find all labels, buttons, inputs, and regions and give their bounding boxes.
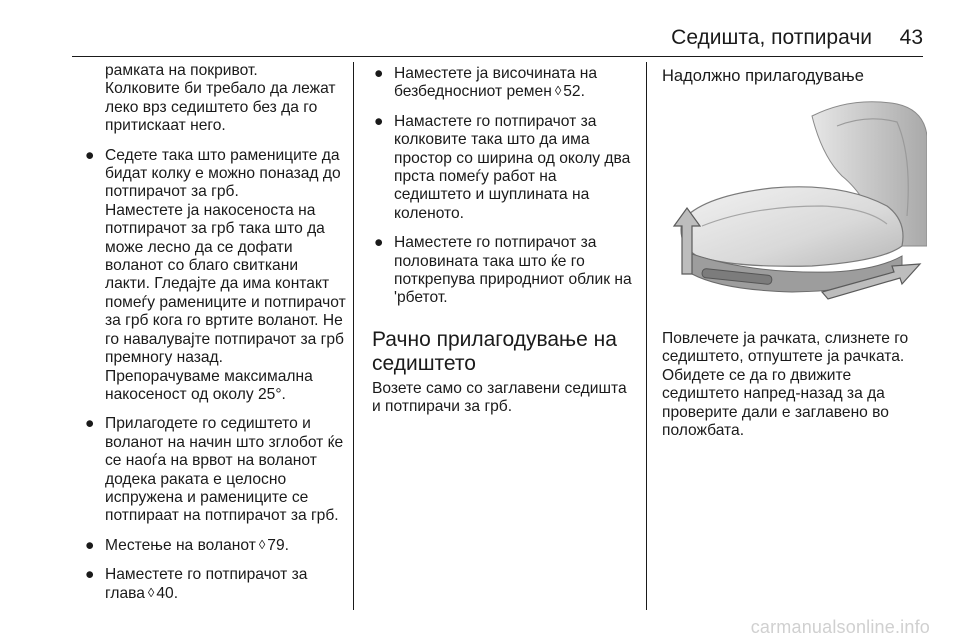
bullet-list [372,65,634,308]
list-item-text: Наместете ја накосеноста на потпирачот за грб така што да може лесно да се дофати воланот со благо свиткани лакти. Гледајте да има контакт помеѓу рамениците и потпирачот за грб кога го вртите воланот. Не го навалувајте потпирачот за грб премногу назад. [105,201,346,367]
header-rule [72,56,923,57]
list-item [372,65,634,102]
column-2 [372,62,634,417]
column-divider [646,62,647,610]
bullet-icon: ● [85,536,95,554]
page-title: Седишта, потпирачи [671,26,872,49]
bullet-icon: ● [374,234,384,252]
page-reference[interactable]: 52. [563,83,585,101]
body-paragraph: Повлечете ја рачката, слизнете го седиштето, отпуштете ја рачката. Обидете се да го движите седиштето напред-назад за да проверите дали е заглавено во положбата. [662,330,909,440]
list-item-text: Препорачуваме максимална накосеност од околу 25°. [105,367,313,403]
list-item [372,113,634,223]
seat-adjustment-illustration [662,96,927,309]
list-item-text: Местење на воланот [105,536,256,554]
subsection-heading: Надолжно прилагодување [662,67,864,85]
bullet-icon: ● [85,566,95,584]
list-item-text: Наместете го потпирачот за глава [105,566,308,602]
list-item [83,566,347,603]
page-reference-icon: ◊ [258,536,266,552]
list-item-text: Прилагодете го седиштето и воланот на начин што зглобот ќе се наоѓа на врвот на воланот додека раката е целосно испружена и рамениците се потпираат на потпирачот за грб. [105,415,344,525]
section-heading: Рачно прилагодување на седиштето [372,327,617,375]
list-item [372,234,634,308]
bullet-icon: ● [374,65,384,82]
bullet-icon: ● [85,415,95,433]
page-reference-icon: ◊ [554,83,562,99]
column-1 [83,62,347,603]
page-header [0,0,960,62]
body-paragraph: Возете само со заглавени седишта и потпирачи за грб. [372,379,627,416]
column-3 [662,62,927,440]
watermark: carmanualsonline.info [750,617,930,637]
bullet-icon: ● [374,112,384,130]
continued-text: Колковите би требало да лежат леко врз седиштето без да го притискаат него. [105,80,336,135]
list-item [83,415,347,525]
list-item-text: Наместете ја височината на безбедносниот ремен [394,65,598,101]
bullet-icon: ● [85,146,95,164]
column-divider [353,62,354,610]
list-item [83,537,347,555]
page-reference-icon: ◊ [147,584,155,600]
list-item-text: Седете така што рамениците да бидат колку е можно поназад до потпирачот за грб. [105,146,341,201]
page-reference[interactable]: 79. [267,536,289,554]
page-number: 43 [899,26,923,49]
seat-illustration-svg [662,96,927,309]
list-item-text: Наместете го потпирачот за половината така што ќе го поткрепува природниот облик на 'рбетот. [394,234,632,307]
page-reference[interactable]: 40. [156,584,179,602]
list-item-text: Намастете го потпирачот за колковите така што да има простор со ширина од околу два прста помеѓу работ на седиштето и шуплината на коленото. [394,112,631,222]
continued-text: рамката на покривот. [105,62,258,79]
list-item [83,147,347,405]
bullet-list [83,147,347,603]
